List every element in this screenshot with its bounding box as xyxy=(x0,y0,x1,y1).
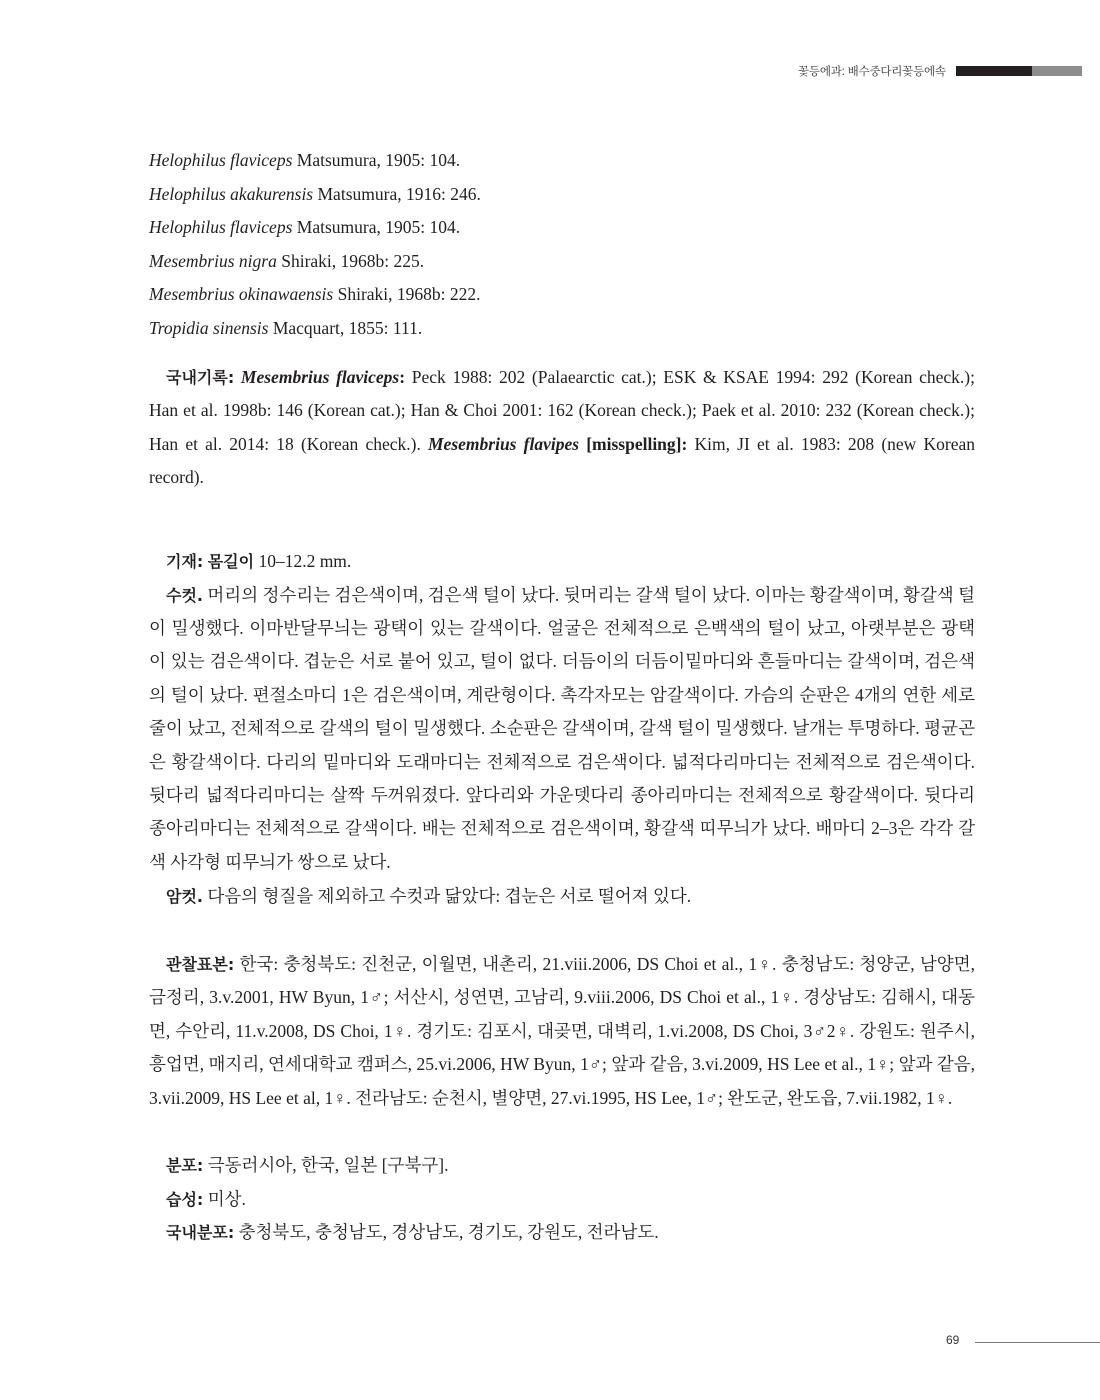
female-label: 암컷. xyxy=(166,887,203,906)
korean-records xyxy=(149,361,975,495)
distribution-text: 극동러시아, 한국, 일본 [구북구]. xyxy=(203,1155,449,1175)
synonym-citation: Shiraki, 1968b: 225. xyxy=(276,250,425,271)
male-label: 수컷. xyxy=(166,585,203,605)
header-bar-dark xyxy=(956,66,1032,76)
synonym-entry xyxy=(149,182,481,206)
records-text-2: Kim, JI et al. 1983: 208 (new Korean record). xyxy=(149,433,975,488)
running-title: 꽃등에과: 배수중다리꽃등에속 xyxy=(798,66,946,78)
description-label: 기재: xyxy=(166,552,204,571)
habit-text: 미상. xyxy=(203,1188,246,1209)
synonym-name: Helophilus flaviceps xyxy=(149,217,293,237)
synonym-name: Mesembrius okinawaensis xyxy=(149,284,334,304)
domestic-distribution xyxy=(149,1216,975,1249)
body-length-label: 몸길이 xyxy=(207,552,255,571)
records-colon: : xyxy=(399,367,406,387)
synonym-name: Mesembrius nigra xyxy=(149,250,277,271)
records-label: 국내기록: xyxy=(166,368,235,387)
header-bar-gray xyxy=(1032,66,1082,76)
synonym-citation: Matsumura, 1905: 104. xyxy=(292,150,461,170)
synonym-citation: Matsumura, 1905: 104. xyxy=(292,217,461,237)
habit-label: 습성: xyxy=(166,1189,204,1209)
body-length-value: 10–12.2 mm. xyxy=(254,551,352,571)
description-male xyxy=(149,579,975,880)
domestic-label: 국내분포: xyxy=(166,1223,235,1242)
female-text: 다음의 형질을 제외하고 수컷과 닮았다: 겹눈은 서로 떨어져 있다. xyxy=(203,886,692,906)
records-species-misspelled: Mesembrius flavipes xyxy=(428,433,580,454)
description-body-length xyxy=(149,545,975,578)
records-species: Mesembrius flaviceps xyxy=(240,367,400,387)
synonym-entry xyxy=(149,215,460,239)
domestic-text: 충청북도, 충청남도, 경상남도, 경기도, 강원도, 전라남도. xyxy=(234,1222,659,1242)
footer-rule xyxy=(975,1342,1100,1343)
running-header xyxy=(798,63,1082,79)
synonym-entry xyxy=(149,316,422,340)
distribution-label: 분포: xyxy=(166,1156,204,1175)
synonym-entry xyxy=(149,148,460,172)
specimens-text: 한국: 충청북도: 진천군, 이월면, 내촌리, 21.viii.2006, DS Choi et al., 1♀. 충청남도: 청양군, 남양면, 금정리, 3.v.2001, HW Byun, 1♂; 서산시, 성연면, 고남리, 9.viii.2006, DS Choi et al., 1♀. 경상남도: 김해시, 대동면, 수안리, 11.v.2008, DS Choi, 1♀. 경기도: 김포시, 대곶면, 대벽리, 1.vi.2008, DS Choi, 3♂2♀. 강원도: 원주시, 흥업면, 매지리, 연세대학교 캠퍼스, 25.vi.2006, HW Byun, 1♂; 앞과 같음, 3.vi.2009, HS Lee et al., 1♀; 앞과 같음, 3.vii.2009, HS Lee et al, 1♀. 전라남도: 순천시, 별양면, 27.vi.1995, HS Lee, 1♂; 완도군, 완도읍, 7.vii.1982, 1♀. xyxy=(149,954,975,1108)
synonym-citation: Shiraki, 1968b: 222. xyxy=(333,284,481,304)
specimens-label: 관찰표본: xyxy=(166,955,235,974)
records-text: Peck 1988: 202 (Palaearctic cat.); ESK & KSAE 1994: 292 (Korean check.); Han et al. 1998b: 146 (Korean cat.); Han & Choi 2001: 162 (Korean check.); Paek et al. 2010: 232 (Korean check.); Han et al. 2014: 18 (Korean check.). xyxy=(149,367,976,454)
synonym-name: Helophilus flaviceps xyxy=(149,150,293,170)
synonym-name: Tropidia sinensis xyxy=(149,317,269,338)
synonym-entry xyxy=(149,282,481,306)
page-number: 69 xyxy=(946,1333,960,1347)
examined-specimens xyxy=(149,948,975,1115)
distribution xyxy=(149,1149,975,1182)
synonym-entry xyxy=(149,249,424,273)
synonym-name: Helophilus akakurensis xyxy=(149,183,314,204)
records-note: [misspelling]: xyxy=(579,433,688,454)
synonym-citation: Macquart, 1855: 111. xyxy=(268,317,423,338)
habit xyxy=(149,1183,975,1216)
description-female xyxy=(149,880,975,913)
synonym-citation: Matsumura, 1916: 246. xyxy=(313,183,481,204)
male-text: 머리의 정수리는 검은색이며, 검은색 털이 났다. 뒷머리는 갈색 털이 났다. 이마는 황갈색이며, 황갈색 털이 밀생했다. 이마반달무늬는 광택이 있는 갈색이다. 얼굴은 전체적으로 은백색의 털이 났고, 아랫부분은 광택이 있는 검은색이다. 겹눈은 서로 붙어 있고, 털이 없다. 더듬이의 더듬이밑마디와 흔들마디는 갈색이며, 검은색의 털이 났다. 편절소마디 1은 검은색이며, 계란형이다. 촉각자모는 암갈색이다. 가슴의 순판은 4개의 연한 세로줄이 났고, 전체적으로 갈색의 털이 밀생했다. 소순판은 갈색이며, 갈색 털이 밀생했다. 날개는 투명하다. 평균곤은 황갈색이다. 다리의 밑마디와 도래마디는 전체적으로 검은색이다. 넓적다리마디는 전체적으로 검은색이다. 뒷다리 넓적다리마디는 살짝 두꺼워졌다. 앞다리와 가운뎃다리 종아리마디는 전체적으로 황갈색이다. 뒷다리 종아리마디는 전체적으로 갈색이다. 배는 전체적으로 검은색이며, 황갈색 띠무늬가 났다. 배마디 2–3은 각각 갈색 사각형 띠무늬가 쌍으로 났다. xyxy=(149,584,975,872)
